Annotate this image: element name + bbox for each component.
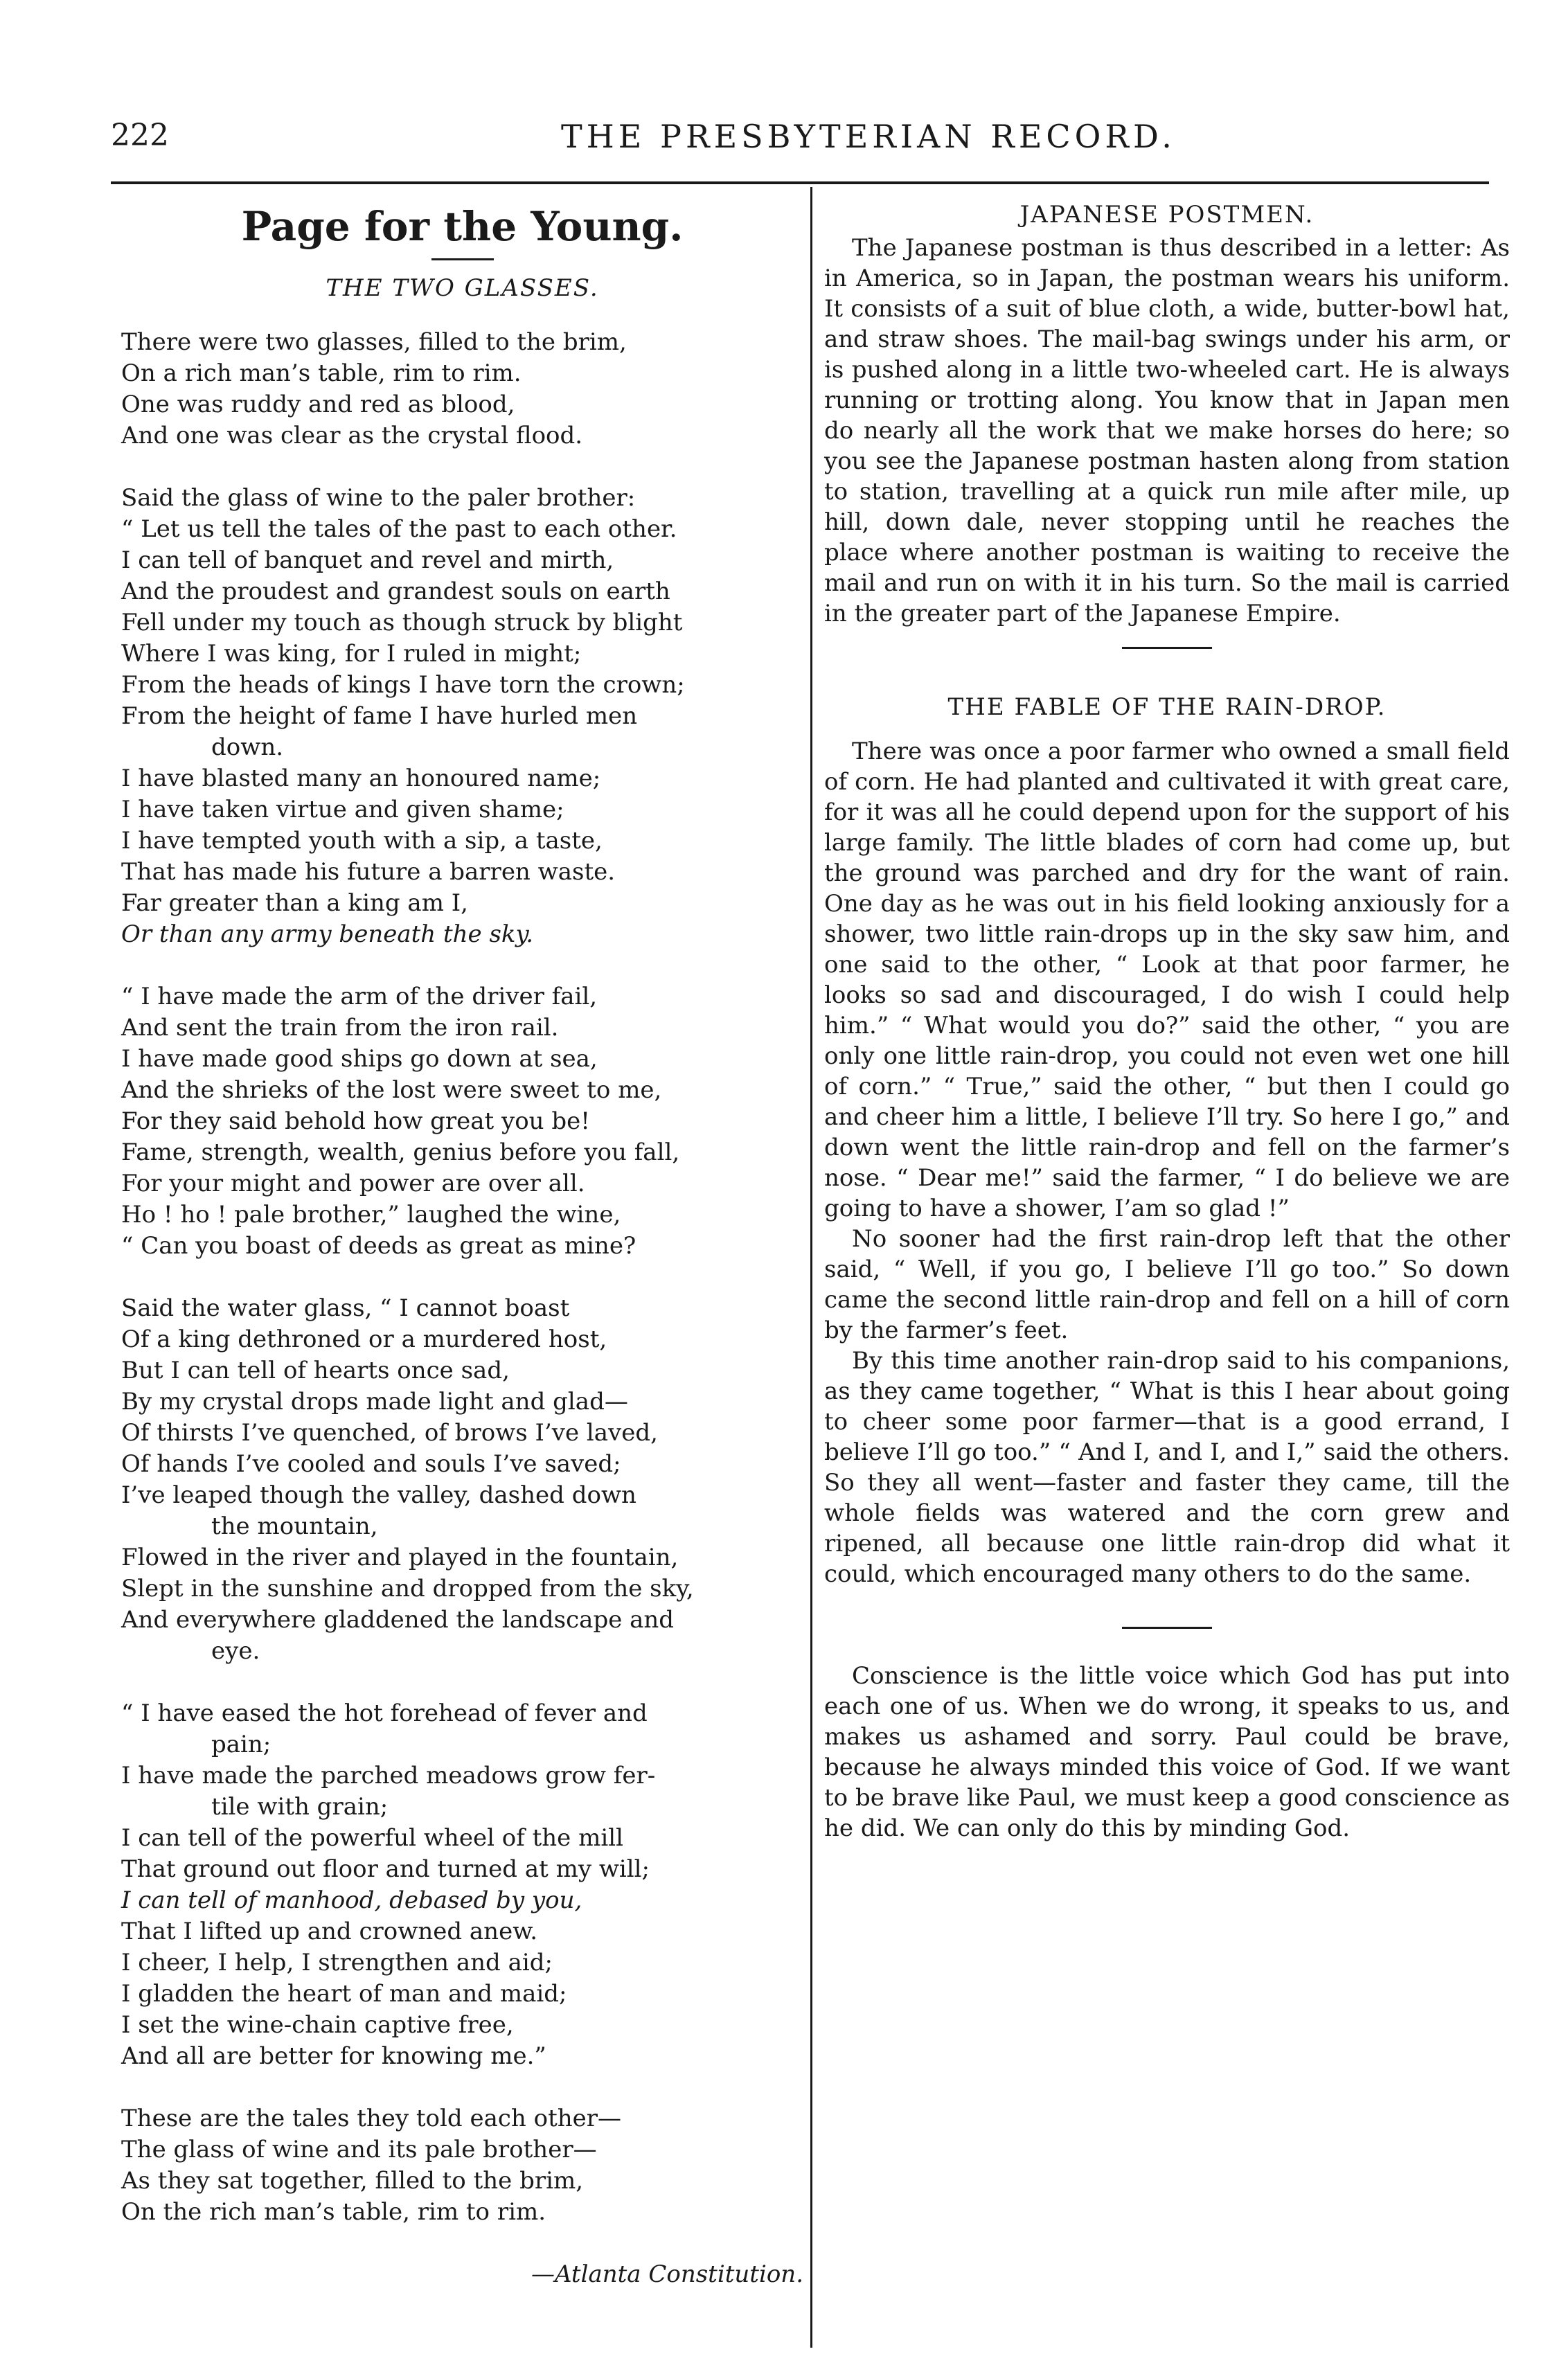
poem-stanza	[121, 483, 803, 950]
article-title-japanese-postmen: JAPANESE POSTMEN.	[1019, 201, 1315, 229]
poem-line: Fell under my touch as though struck by blight	[121, 609, 683, 636]
article-divider	[1122, 1627, 1212, 1629]
poem-line: For your might and power are over all.	[121, 1170, 585, 1197]
poem-line: There were two glasses, filled to the brim,	[121, 328, 627, 356]
poem-line: And the shrieks of the lost were sweet to me,	[121, 1076, 662, 1104]
left-column	[121, 197, 803, 2290]
poem-line: pain;	[211, 1731, 271, 1758]
poem-line: “ Let us tell the tales of the past to each other.	[121, 515, 677, 543]
poem-line: the mountain,	[211, 1512, 378, 1540]
poem-title: THE TWO GLASSES.	[326, 274, 599, 302]
poem-line: Flowed in the river and played in the fountain,	[121, 1544, 679, 1571]
poem-line: I have made good ships go down at sea,	[121, 1045, 598, 1073]
poem-line: And sent the train from the iron rail.	[121, 1014, 559, 1042]
poem-line: down.	[211, 733, 284, 761]
poem-line: One was ruddy and red as blood,	[121, 391, 515, 418]
right-column	[824, 201, 1510, 1844]
running-title: THE PRESBYTERIAN RECORD.	[561, 118, 1176, 155]
poem-line: I have made the parched meadows grow fer-	[121, 1762, 656, 1790]
poem-line: I have blasted many an honoured name;	[121, 765, 601, 792]
poem-line: But I can tell of hearts once sad,	[121, 1357, 510, 1384]
poem-line: By my crystal drops made light and glad—	[121, 1388, 628, 1416]
poem-line: I cheer, I help, I strengthen and aid;	[121, 1949, 553, 1976]
poem-line: That I lifted up and crowned anew.	[121, 1918, 538, 1945]
article-title-rain-drop: THE FABLE OF THE RAIN-DROP.	[947, 693, 1387, 721]
poem-line: Said the water glass, “ I cannot boast	[121, 1294, 570, 1322]
poem-line: I have taken virtue and given shame;	[121, 796, 564, 823]
poem-line: I can tell of the powerful wheel of the mill	[121, 1824, 623, 1852]
poem-line: I can tell of banquet and revel and mirth,	[121, 546, 614, 574]
poem-line: For they said behold how great you be!	[121, 1107, 590, 1135]
poem-line: “ I have made the arm of the driver fail,	[121, 983, 598, 1010]
poem-stanza	[121, 2103, 803, 2228]
section-heading: Page for the Young.	[241, 203, 684, 250]
poem-line: From the height of fame I have hurled men	[121, 702, 638, 730]
poem-line: On a rich man’s table, rim to rim.	[121, 359, 522, 387]
poem-line: That ground out floor and turned at my will;	[121, 1855, 650, 1883]
poem-line: Slept in the sunshine and dropped from the sky,	[121, 1575, 694, 1603]
poem-line: And everywhere gladdened the landscape and	[121, 1606, 675, 1634]
article-paragraph: There was once a poor farmer who owned a small field of corn. He had planted and cultivated it with great care, for it was all he could depend upon for the support of his large family. The little blades of corn had come up, but the ground was parched and dry for the want of rain. One day as he was out in his field looking anxiously for a shower, two little rain-drops up in the sky saw him, and one said to the other, “ Look at that poor farmer, he looks so sad and discouraged, I do wish I could help him.” “ What would you do?” said the other, “ you are only one little rain-drop, you could not even wet one hill of corn.” “ True,” said the other, “ but then I could go and cheer him a little, I believe I’ll try. So here I go,” and down went the little rain-drop and fell on the farmer’s nose. “ Dear me!” said the farmer, “ I do believe we are going to have a shower, I’am so glad !”	[824, 738, 1510, 1222]
poem-line: Said the glass of wine to the paler brother:	[121, 484, 636, 512]
article-body-japanese-postmen: The Japanese postman is thus described in a letter: As in America, so in Japan, the postman wears his uniform. It consists of a suit of blue cloth, a wide, butter-bowl hat, and straw shoes. The mail-bag swings under his arm, or is pushed along in a little two-wheeled cart. He is always running or trotting along. You know that in Japan men do nearly all the work that we make horses do here; so you see the Japanese postman hasten along from station to station, travelling at a quick run mile after mile, up hill, down dale, never stopping until he reaches the place where another postman is waiting to receive the mail and run on with it in his turn. So the mail is carried in the greater part of the Japanese Empire.	[824, 234, 1510, 627]
poem-line: tile with grain;	[211, 1793, 389, 1821]
article-body-conscience: Conscience is the little voice which God has put into each one of us. When we do wrong, it speaks to us, and makes us ashamed and sorry. Paul could be brave, because he always minded this voice of God. If we want to be brave like Paul, we must keep a good conscience as he did. We can only do this by minding God.	[824, 1662, 1510, 1842]
poem-line: That has made his future a barren waste.	[121, 858, 616, 886]
poem-line: Ho ! ho ! pale brother,” laughed the wine,	[121, 1201, 621, 1229]
article-divider	[1122, 647, 1212, 649]
poem-stanza	[121, 1293, 803, 1667]
poem-attribution: —Atlanta Constitution.	[531, 2260, 803, 2288]
poem-line: From the heads of kings I have torn the crown;	[121, 671, 685, 699]
poem-line: eye.	[211, 1637, 260, 1665]
poem-line: And all are better for knowing me.”	[121, 2042, 546, 2070]
page-number: 222	[111, 118, 169, 153]
article-paragraph: By this time another rain-drop said to his companions, as they came together, “ What is this I hear about going to cheer some poor farmer—that is a good errand, I believe I’ll go too.” “ And I, and I, and I,” said the others. So they all went—faster and faster they came, till the whole fields was watered and the corn grew and ripened, all because one little rain-drop did what it could, which encouraged many others to do the same.	[824, 1347, 1510, 1588]
poem-line: Far greater than a king am I,	[121, 889, 468, 917]
poem-line: “ Can you boast of deeds as great as mine?	[121, 1232, 636, 1260]
poem-stanza	[121, 1698, 803, 2072]
poem-line: I set the wine-chain captive free,	[121, 2011, 514, 2039]
poem-line: I’ve leaped though the valley, dashed down	[121, 1481, 636, 1509]
poem-line: These are the tales they told each other—	[121, 2105, 622, 2132]
header-rule	[111, 181, 1489, 184]
page-header	[111, 118, 1489, 166]
poem-line: I can tell of manhood, debased by you,	[121, 1886, 582, 1914]
poem	[121, 327, 803, 2228]
poem-line: Where I was king, for I ruled in might;	[121, 640, 582, 668]
poem-line: I have tempted youth with a sip, a taste,	[121, 827, 603, 855]
article-paragraph: No sooner had the first rain-drop left that the other said, “ Well, if you go, I believe I’ll go too.” So down came the second little rain-drop and fell on a hill of corn by the farmer’s feet.	[824, 1225, 1510, 1344]
poem-line: Of thirsts I’ve quenched, of brows I’ve laved,	[121, 1419, 658, 1447]
column-rule	[810, 187, 812, 2348]
poem-line: Fame, strength, wealth, genius before you fall,	[121, 1139, 680, 1166]
poem-line: And the proudest and grandest souls on earth	[121, 578, 670, 605]
poem-line: “ I have eased the hot forehead of fever and	[121, 1699, 648, 1727]
poem-line: Of hands I’ve cooled and souls I’ve saved;	[121, 1450, 621, 1478]
poem-line: Of a king dethroned or a murdered host,	[121, 1326, 607, 1353]
poem-line: And one was clear as the crystal flood.	[121, 422, 583, 449]
poem-stanza	[121, 981, 803, 1262]
poem-line: Or than any army beneath the sky.	[121, 920, 534, 948]
heading-rule	[431, 258, 494, 260]
poem-line: I gladden the heart of man and maid;	[121, 1980, 567, 2008]
poem-line: The glass of wine and its pale brother—	[121, 2136, 597, 2163]
poem-line: On the rich man’s table, rim to rim.	[121, 2198, 546, 2226]
poem-stanza	[121, 327, 803, 452]
poem-line: As they sat together, filled to the brim,	[121, 2167, 584, 2195]
